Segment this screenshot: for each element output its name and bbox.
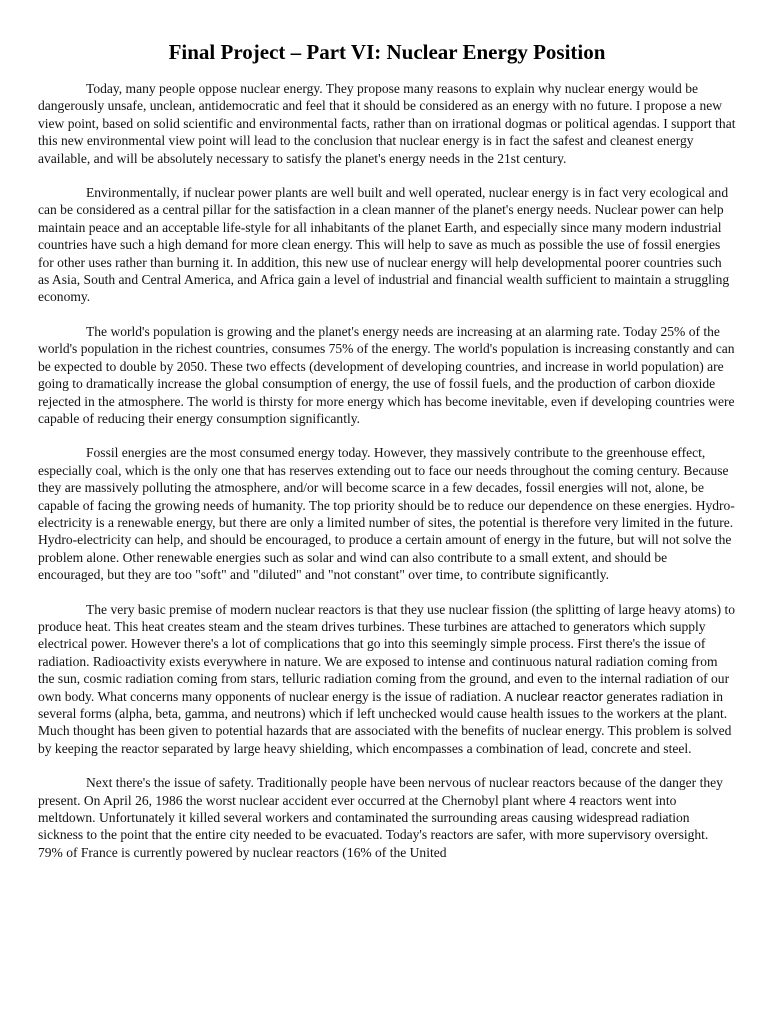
nuclear-reactor-term: nuclear reactor (516, 688, 604, 704)
paragraph-5-part-2: generates radiation in several forms (alpha, beta, gamma, and neutrons) which if left unchecked would cause health issues to the workers at the plant. Much thought has been given to potential hazards that are associated with the benefits of nuclear energy. This problem is solved by keeping the reactor separated by large heavy shielding, which encompasses a combination of lead, concrete and steel. (38, 688, 732, 756)
paragraph-6: Next there's the issue of safety. Traditionally people have been nervous of nuclear reactors because of the danger they present. On April 26, 1986 the worst nuclear accident ever occurred at the Chernobyl plant where 4 reactors went into meltdown. Unfortunately it killed several workers and contaminated the surrounding areas causing widespread radiation sickness to the point that the entire city needed to be evacuated. Today's reactors are safer, with more supervisory oversight. 79% of France is currently powered by nuclear reactors (16% of the United (38, 775, 723, 860)
paragraph-5 (38, 601, 736, 758)
paragraph-2: Environmentally, if nuclear power plants are well built and well operated, nuclear energy is in fact very ecological and can be considered as a central pillar for the satisfaction in a clean manner of the planet's energy needs. Nuclear power can help maintain peace and an acceptable life-style for all inhabitants of the planet Earth, and especially since many modern industrial countries have such a high demand for more clean energy. This will help to save as much as possible the use of fossil energies for other uses rather than burning it. In addition, this new use of nuclear energy will help developmental poorer countries such as Asia, South and Central America, and Africa gain a level of industrial and financial wealth sufficient to maintain a struggling economy. (38, 185, 730, 305)
paragraph-5-part-1: The very basic premise of modern nuclear reactors is that they use nuclear fission (the splitting of large heavy atoms) to produce heat. This heat creates steam and the steam drives turbines. These turbines are attached to generators which supply electrical power. However there's a lot of complications that go into this seemingly simple process. First there's the issue of radiation. Radioactivity exists everywhere in nature. We are exposed to intense and continuous natural radiation coming from the sun, cosmic radiation coming from stars, telluric radiation coming from the ground, and even to the internal radiation of our own body. What concerns many opponents of nuclear energy is the issue of radiation. A (38, 601, 736, 704)
page-title: Final Project – Part VI: Nuclear Energy Position (168, 40, 606, 64)
paragraph-4: Fossil energies are the most consumed energy today. However, they massively contribute to the greenhouse effect, especially coal, which is the only one that has reserves extending out to face our needs throughout the coming century. Because they are massively polluting the atmosphere, and/or will become scarce in a few decades, fossil energies will not, alone, be capable of facing the growing needs of humanity. The top priority should be to reduce our dependence on these energies. Hydro-electricity is a renewable energy, but there are only a limited number of sites, the potential is therefore very limited in the future. Hydro-electricity can help, and should be encouraged, to produce a certain amount of energy in the future, but will not solve the problem alone. Other renewable energies such as solar and wind can also contribute to a small extent, and should be encouraged, but they are too "soft" and "diluted" and "not constant" over time, to contribute significantly. (38, 445, 735, 583)
paragraph-3: The world's population is growing and the planet's energy needs are increasing at an alarming rate. Today 25% of the world's population in the richest countries, consumes 75% of the energy. The world's population is increasing constantly and can be expected to double by 2050. These two effects (development of developing countries, and increase in world population) are going to dramatically increase the global consumption of energy, the use of fossil fuels, and the production of carbon dioxide rejected in the atmosphere. The world is thirsty for more energy which has become inevitable, even if developing countries were capable of reducing their energy consumption significantly. (38, 323, 735, 426)
paragraph-1: Today, many people oppose nuclear energy. They propose many reasons to explain why nuclear energy would be dangerously unsafe, unclean, antidemocratic and feel that it should be considered as an energy with no future. I propose a new view point, based on solid scientific and environmental facts, rather than on irrational dogmas or political agendas. I support that this new environmental view point will lead to the conclusion that nuclear energy is in fact the safest and cleanest energy available, and will be absolutely necessary to satisfy the planet's energy needs in the 21st century. (38, 81, 736, 166)
